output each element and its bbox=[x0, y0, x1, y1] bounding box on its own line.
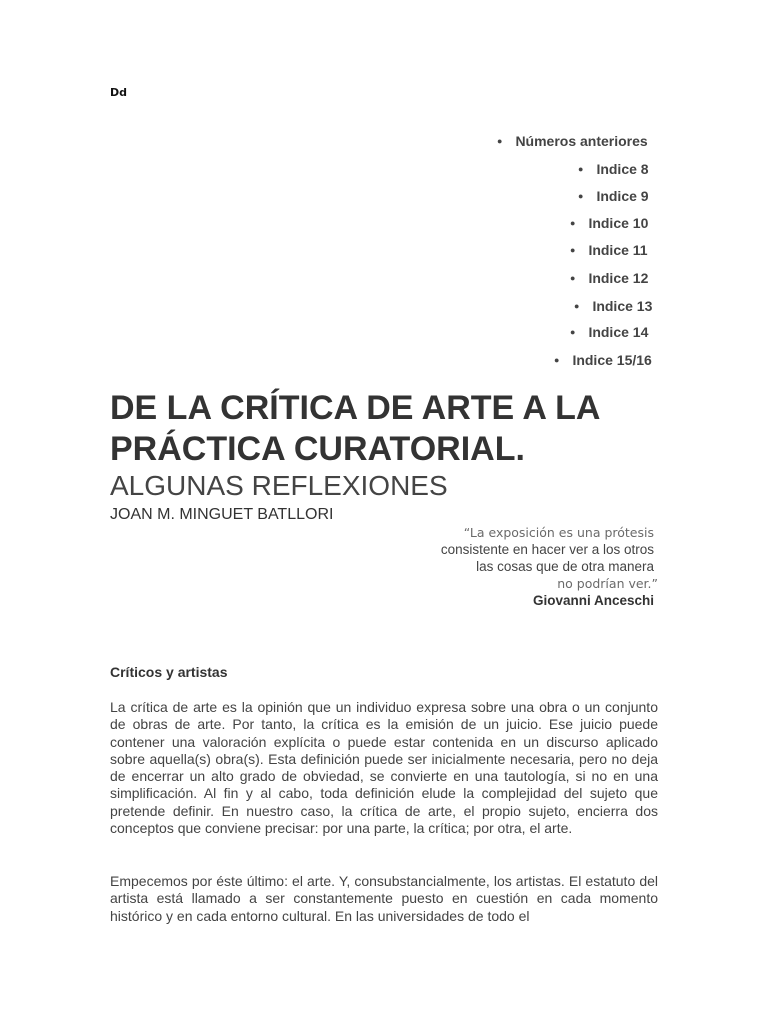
epigraph-line: las cosas que de otra manera bbox=[476, 559, 654, 574]
nav-item-indice-14[interactable] bbox=[570, 323, 648, 342]
nav-item-label: Indice 15/16 bbox=[572, 352, 652, 368]
epigraph-attribution: Giovanni Anceschi bbox=[532, 593, 654, 608]
epigraph-line: “La exposición es una prótesis bbox=[463, 525, 654, 540]
nav-item-label: Indice 8 bbox=[596, 161, 649, 177]
article-subtitle: ALGUNAS REFLEXIONES bbox=[110, 470, 448, 501]
bullet-icon: ● bbox=[578, 164, 584, 175]
bullet-icon: ● bbox=[570, 245, 576, 256]
bullet-icon: ● bbox=[574, 301, 580, 312]
bullet-icon: ● bbox=[497, 136, 503, 147]
bullet-icon: ● bbox=[570, 218, 576, 229]
nav-item-label: Indice 9 bbox=[596, 188, 649, 204]
back-issues-nav bbox=[0, 0, 768, 380]
header-label: Dd bbox=[110, 86, 128, 99]
bullet-icon: ● bbox=[570, 327, 576, 338]
nav-item-label: Números anteriores bbox=[515, 133, 648, 149]
nav-item-indice-9[interactable] bbox=[578, 187, 649, 206]
nav-item-label: Indice 10 bbox=[588, 215, 649, 231]
body-paragraph: Empecemos por éste último: el arte. Y, consubstancialmente, los artistas. El estatuto del artista está llamado a ser constantemente puesto en cuestión en cada momento histórico y en cada entorno cultural. En las universidades de todo el bbox=[110, 873, 658, 924]
nav-item-label: Indice 13 bbox=[592, 298, 653, 314]
bullet-icon: ● bbox=[578, 191, 584, 202]
epigraph bbox=[328, 524, 658, 609]
nav-item-indice-8[interactable] bbox=[578, 160, 649, 179]
nav-item-label: Indice 14 bbox=[588, 324, 649, 340]
nav-item-label: Indice 11 bbox=[588, 242, 648, 258]
bullet-icon: ● bbox=[554, 355, 560, 366]
nav-item-label: Indice 12 bbox=[588, 270, 649, 286]
section-heading: Críticos y artistas bbox=[110, 664, 228, 680]
epigraph-line: no podrían ver.” bbox=[557, 576, 658, 591]
article-author: JOAN M. MINGUET BATLLORI bbox=[110, 506, 334, 523]
body-paragraph: La crítica de arte es la opinión que un individuo expresa sobre una obra o un conjunto de obras de arte. Por tanto, la crítica es la emisión de un juicio. Ese juicio puede contener una valoración explícita o puede estar contenida en un discurso aplicado sobre aquella(s) obra(s). Esta definición puede ser inicialmente necesaria, pero no deja de encerrar un alto grado de obviedad, se convierte en una tautología, si no en una simplificación. Al fin y al cabo, toda definición elude la complejidad del sujeto que pretende definir. En nuestro caso, la crítica de arte, el propio sujeto, encierra dos conceptos que conviene precisar: por una parte, la crítica; por otra, el arte. bbox=[110, 699, 658, 837]
bullet-icon: ● bbox=[570, 273, 576, 284]
epigraph-line: consistente en hacer ver a los otros bbox=[440, 542, 654, 557]
nav-item-indice-15-16[interactable] bbox=[554, 351, 652, 370]
article-title: DE LA CRÍTICA DE ARTE A LA PRÁCTICA CURATORIAL. bbox=[110, 389, 600, 468]
nav-item-indice-12[interactable] bbox=[570, 269, 648, 288]
nav-item-indice-11[interactable] bbox=[570, 241, 648, 260]
nav-item-numeros-anteriores[interactable] bbox=[497, 132, 648, 151]
nav-item-indice-13[interactable] bbox=[574, 297, 652, 316]
nav-item-indice-10[interactable] bbox=[570, 214, 648, 233]
